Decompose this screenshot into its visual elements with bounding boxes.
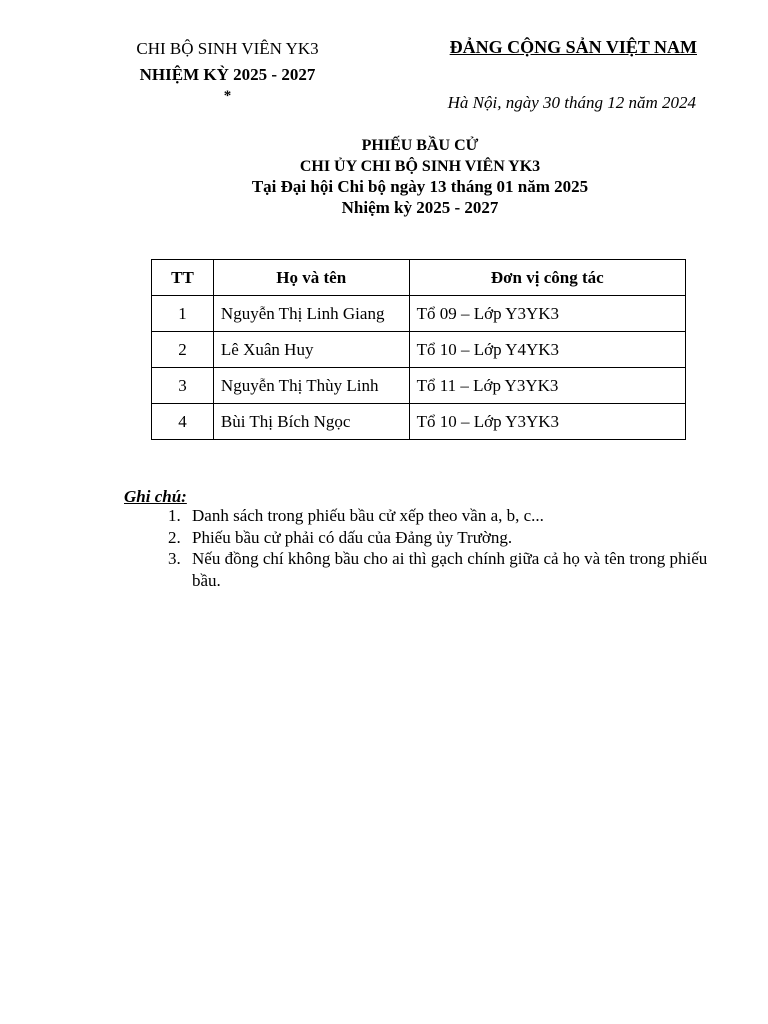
row-number: 2 (152, 332, 214, 368)
title-line-3: Tại Đại hội Chi bộ ngày 13 tháng 01 năm 2025 (251, 177, 589, 196)
candidate-unit: Tổ 11 – Lớp Y3YK3 (409, 368, 685, 404)
org-star: * (223, 88, 232, 104)
note-number: 3. (168, 549, 181, 568)
header-name: Họ và tên (213, 260, 409, 296)
row-number: 4 (152, 404, 214, 440)
notes-list (168, 505, 712, 591)
candidate-unit: Tổ 10 – Lớp Y4YK3 (409, 332, 685, 368)
org-term: NHIỆM KỲ 2025 - 2027 (139, 65, 316, 84)
candidate-table (151, 259, 686, 440)
table-row (152, 332, 686, 368)
candidate-name: Bùi Thị Bích Ngọc (213, 404, 409, 440)
note-item (168, 505, 712, 527)
party-name: ĐẢNG CỘNG SẢN VIỆT NAM (449, 37, 697, 57)
note-item (168, 548, 712, 591)
date-line: Hà Nội, ngày 30 tháng 12 năm 2024 (447, 93, 696, 112)
header-unit: Đơn vị công tác (409, 260, 685, 296)
note-number: 1. (168, 506, 181, 525)
note-item (168, 527, 712, 549)
note-text: Danh sách trong phiếu bầu cử xếp theo vần a, b, c... (192, 506, 544, 525)
title-line-4: Nhiệm kỳ 2025 - 2027 (341, 197, 499, 217)
row-number: 1 (152, 296, 214, 332)
candidate-name: Nguyễn Thị Thùy Linh (213, 368, 409, 404)
table-row (152, 296, 686, 332)
notes-heading: Ghi chú: (124, 487, 187, 506)
title-line-1: PHIẾU BẦU CỬ (361, 137, 479, 154)
table-row (152, 368, 686, 404)
note-text: Phiếu bầu cử phải có dấu của Đảng ủy Trường. (192, 527, 513, 547)
candidate-unit: Tổ 09 – Lớp Y3YK3 (409, 296, 685, 332)
candidate-name: Nguyễn Thị Linh Giang (213, 296, 409, 332)
note-number: 2. (168, 527, 181, 547)
note-text: Nếu đồng chí không bầu cho ai thì gạch chính giữa cả họ và tên trong phiếu bầu. (192, 549, 708, 590)
row-number: 3 (152, 368, 214, 404)
ballot-title (0, 136, 768, 218)
header-tt: TT (152, 260, 214, 296)
org-name: CHI BỘ SINH VIÊN YK3 (136, 39, 319, 58)
title-line-2: CHI ỦY CHI BỘ SINH VIÊN YK3 (299, 157, 541, 175)
candidate-unit: Tổ 10 – Lớp Y3YK3 (409, 404, 685, 440)
table-row (152, 404, 686, 440)
candidate-name: Lê Xuân Huy (213, 332, 409, 368)
table-header-row (152, 260, 686, 296)
